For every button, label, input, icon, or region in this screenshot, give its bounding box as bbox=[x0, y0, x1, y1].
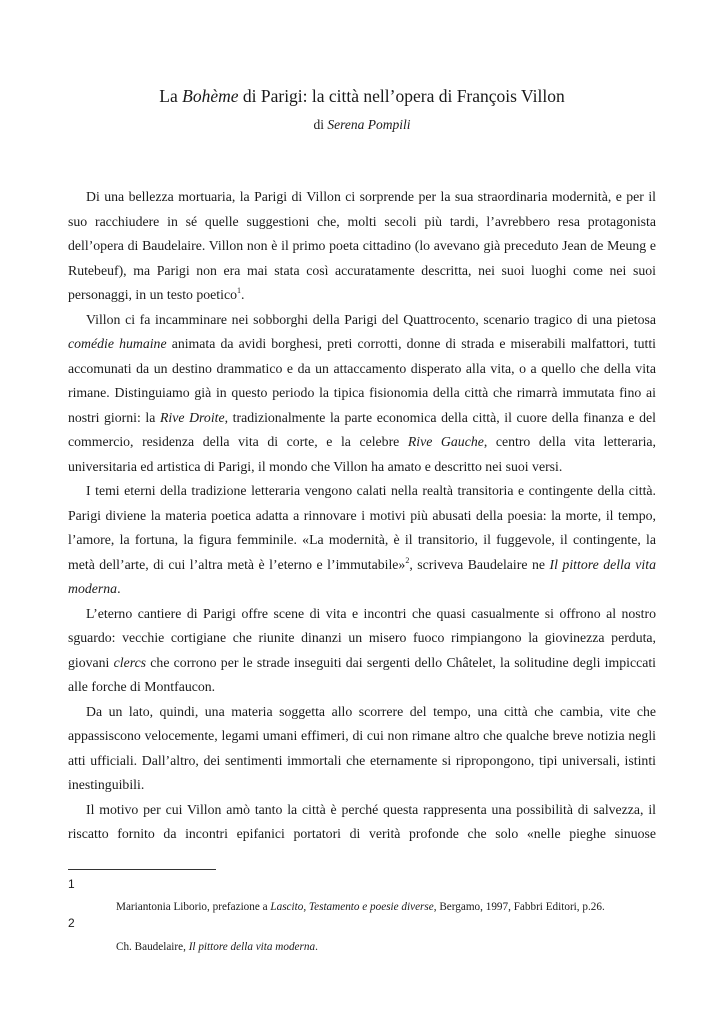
byline-prefix: di bbox=[313, 117, 328, 132]
paragraph-4-text-c: che corrono per le strade inseguiti dai sergenti dello Châtelet, la solitudine degli impiccati alle forche di Montfaucon. bbox=[68, 654, 656, 694]
paragraph-5 bbox=[68, 700, 656, 798]
paragraph-4-italic-clercs: clercs bbox=[113, 654, 147, 670]
footnote-2-italic-title: Il pittore della vita moderna bbox=[188, 941, 316, 953]
footnote-1-text-c: , Bergamo, 1997, Fabbri Editori, p.26. bbox=[433, 901, 605, 913]
paragraph-6-text: Il motivo per cui Villon amò tanto la città è perché questa rappresenta una possibilità di salvezza, il riscatto fornito da incontri epifanici portatori di verità profonde che solo «nelle pieghe sinuose bbox=[68, 801, 656, 841]
paragraph-1-text: Di una bellezza mortuaria, la Parigi di Villon ci sorprende per la sua straordinaria modernità, e per il suo racchiudere in sé quelle suggestioni che, molti secoli più tardi, l’avrebbero resa protagonista dell’opera di Baudelaire. Villon non è il primo poeta cittadino (lo avevano già preceduto Jean de Meung e Rutebeuf), ma Parigi non era mai stata così accuratamente descritta, nei suoi luoghi come nei suoi personaggi, in un testo poetico bbox=[68, 189, 656, 302]
paragraph-2-italic-rive-gauche: Rive Gauche bbox=[407, 434, 484, 449]
footnote-separator bbox=[68, 869, 216, 870]
footnote-2-text-a: Ch. Baudelaire, bbox=[116, 941, 189, 953]
footnote-1 bbox=[116, 901, 676, 913]
footnote-2 bbox=[116, 941, 676, 953]
footnote-number-2: 2 bbox=[68, 916, 75, 930]
paragraph-3-italic-title: Il pittore della vita moderna bbox=[68, 556, 656, 596]
paragraph-2-text-a: Villon ci fa incamminare nei sobborghi della Parigi del Quattrocento, scenario tragico di una pietosa bbox=[86, 311, 656, 327]
paragraph-3-text-b: , scriveva Baudelaire ne bbox=[409, 556, 550, 572]
footnote-ref-1[interactable]: 1 bbox=[236, 286, 241, 295]
paragraph-2-italic-rive-droite: Rive Droite bbox=[159, 409, 225, 425]
title-part-1: La bbox=[159, 86, 183, 106]
paragraph-5-text: Da un lato, quindi, una materia soggetta allo scorrere del tempo, una città che cambia, vite che appassiscono velocemente, legami umani effimeri, di cui non rimane altro che qualche breve notizia negli atti ufficiali. Dall’altro, dei sentimenti immortali che eternamente si ripropongono, tipi universali, istinti inestinguibili. bbox=[68, 703, 656, 792]
paragraph-4 bbox=[68, 602, 656, 700]
paragraph-4-text-a: L’eterno cantiere di Parigi offre scene di vita e incontri che quasi casualmente si offrono al nostro sguardo: vecchie cortigiane che riunite dinanzi un misero fuoco rimpiangono la giovinezza perduta, giovani bbox=[68, 605, 656, 670]
paragraph-2-text-c: animata da avidi borghesi, preti corrotti, donne di strada e miserabili malfattori, tutti accomunati da un destino drammatico e da un attaccamento disperato alla vita, o a quello che della vita rimane. Distinguiamo già in questo periodo la tipica fisionomia della città che rimarrà immutata fino ai nostri giorni: la bbox=[68, 336, 656, 425]
paragraph-2 bbox=[68, 308, 656, 480]
title-italic: Bohème bbox=[182, 86, 239, 106]
paragraph-1-end: . bbox=[240, 287, 245, 302]
author-byline bbox=[0, 117, 724, 133]
paragraph-3-end: . bbox=[117, 581, 121, 596]
paragraph-3-text-a: I temi eterni della tradizione letteraria vengono calati nella realtà transitoria e contingente della città. Parigi diviene la materia poetica adatta a rinnovare i motivi più abusati della poesia: la morte, il tempo, l’amore, la fortuna, la figura femminile. «La modernità, è il transitorio, il fuggevole, il contingente, la metà dell’arte, di cui l’altra metà è l’eterno e l’immutabile» bbox=[68, 483, 656, 572]
page-title bbox=[0, 86, 724, 107]
footnote-ref-2[interactable]: 2 bbox=[405, 555, 410, 565]
paragraph-6 bbox=[68, 798, 656, 847]
paragraph-2-text-e: , tradizionalmente la parte economica della città, il cuore della finanza e del commercio, residenza della vita di corte, e la celebre bbox=[68, 409, 656, 449]
footnote-2-end: . bbox=[315, 941, 318, 953]
author-name: Serena Pompili bbox=[327, 117, 411, 132]
footnote-number-1: 1 bbox=[68, 877, 75, 891]
paragraph-3 bbox=[68, 479, 656, 602]
title-part-2: di Parigi: la città nell’opera di François Villon bbox=[238, 86, 565, 106]
footnote-1-text-a: Mariantonia Liborio, prefazione a bbox=[116, 901, 271, 913]
paragraph-2-italic-comedie: comédie humaine bbox=[68, 336, 167, 351]
paragraph-2-text-g: , centro della vita letteraria, universitaria ed artistica di Parigi, il mondo che Villon ha amato e descritto nei suoi versi. bbox=[68, 434, 656, 474]
article-body bbox=[68, 185, 656, 847]
footnote-1-italic-title: Lascito, Testamento e poesie diverse bbox=[270, 901, 434, 913]
paragraph-1 bbox=[68, 185, 656, 308]
